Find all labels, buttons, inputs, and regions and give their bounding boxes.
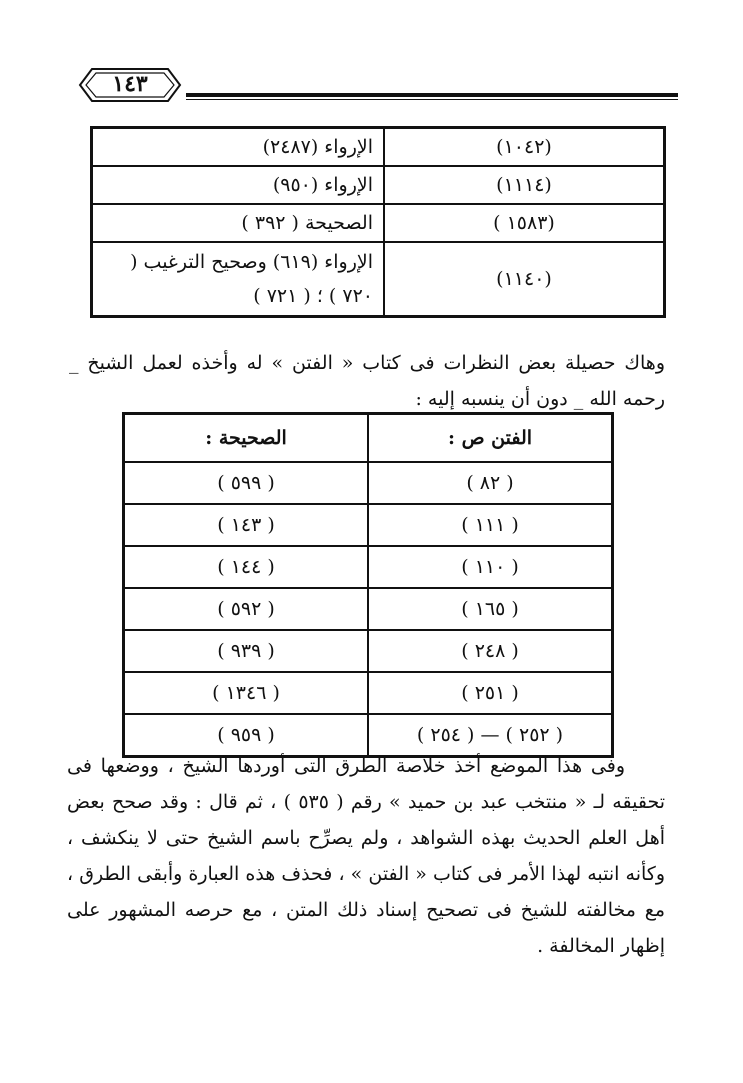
header-rule-thick — [186, 93, 678, 97]
table-row — [124, 462, 613, 504]
ref-source: الإرواء (٦١٩) وصحيح الترغيب ( ٧٢٠ ) ؛ ( ٧٢١ ) — [92, 242, 385, 317]
sahiha-cell: ( ١٤٤ ) — [124, 546, 369, 588]
table-row — [124, 672, 613, 714]
paragraph-body-text: وفى هذا الموضع أخذ خلاصة الطرق التى أوردها الشيخ ، ووضعها فى تحقيقه لـ « منتخب عبد بن حميد » رقم ( ٥٣٥ ) ، ثم قال : وقد صحح بعض أهل العلم الحديث بهذه الشواهد ، ولم يصرِّح باسم الشيخ حتى لا ينكشف ، وكأنه انتبه لهذا الأمر فى كتاب « الفتن » ، فحذف هذه العبارة وأبقى الطرق ، مع مخالفته للشيخ فى تصحيح إسناد ذلك المتن ، مع حرصه المشهور على إظهار المخالفة . — [67, 755, 666, 957]
ref-number: (١٥٨٣ ) — [384, 204, 665, 242]
table-row — [124, 588, 613, 630]
sahiha-cell: ( ٥٩٩ ) — [124, 462, 369, 504]
fitan-cell: ( ١١١ ) — [368, 504, 613, 546]
fitan-cell: ( ١٦٥ ) — [368, 588, 613, 630]
ref-source: الصحيحة ( ٣٩٢ ) — [92, 204, 385, 242]
table-header-row — [124, 414, 613, 463]
header-rule-thin — [186, 99, 678, 100]
table-row — [92, 204, 665, 242]
ref-number: (١١١٤) — [384, 166, 665, 204]
page-number: ١٤٣ — [112, 71, 148, 97]
fitan-cell: ( ١١٠ ) — [368, 546, 613, 588]
column-header-sahiha: الصحيحة : — [124, 414, 369, 463]
fitan-cell: ( ٨٢ ) — [368, 462, 613, 504]
table-row — [124, 546, 613, 588]
fitan-cell: ( ٢٥١ ) — [368, 672, 613, 714]
ref-number: (١٠٤٢) — [384, 128, 665, 167]
page-number-badge — [78, 66, 182, 104]
table-row — [124, 504, 613, 546]
table-row — [92, 166, 665, 204]
table-row — [124, 630, 613, 672]
ref-number: (١١٤٠) — [384, 242, 665, 317]
fitan-cell: ( ٢٤٨ ) — [368, 630, 613, 672]
fitan-cell: ( ٢٥٢ ) — ( ٢٥٤ ) — [368, 714, 613, 757]
table-row — [92, 242, 665, 317]
page-header — [78, 66, 678, 106]
column-header-fitan: الفتن ص : — [368, 414, 613, 463]
ref-source: الإرواء (٢٤٨٧) — [92, 128, 385, 167]
references-table — [90, 126, 666, 318]
sahiha-cell: ( ٩٥٩ ) — [124, 714, 369, 757]
sahiha-cell: ( ١٤٣ ) — [124, 504, 369, 546]
ref-source: الإرواء (٩٥٠) — [92, 166, 385, 204]
comparison-table — [122, 412, 614, 758]
table-row — [92, 128, 665, 167]
paragraph-body — [67, 748, 665, 964]
sahiha-cell: ( ٩٣٩ ) — [124, 630, 369, 672]
sahiha-cell: ( ١٣٤٦ ) — [124, 672, 369, 714]
sahiha-cell: ( ٥٩٢ ) — [124, 588, 369, 630]
paragraph-intro: وهاك حصيلة بعض النظرات فى كتاب « الفتن » له وأخذه لعمل الشيخ _ رحمه الله _ دون أن ينسبه إليه : — [69, 352, 665, 410]
